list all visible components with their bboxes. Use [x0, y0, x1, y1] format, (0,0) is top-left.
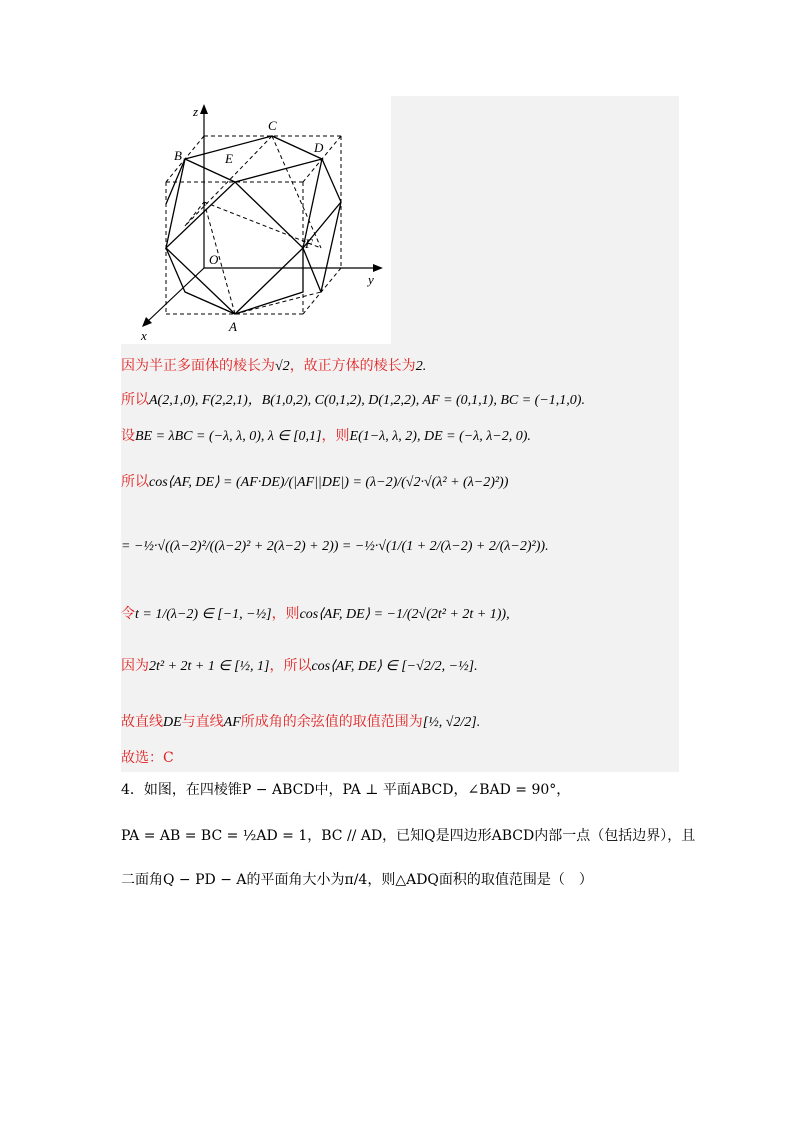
label-c: C	[268, 118, 277, 133]
label-o: O	[209, 252, 219, 267]
label-y: y	[368, 272, 374, 287]
solution-line-4: 所以cos⟨AF, DE⟩ = (AF·DE)/(|AF||DE|) = (λ−2)/(√2·√(λ² + (λ−2)²))	[121, 474, 509, 490]
solution-line-8: 故直线DE与直线AF所成角的余弦值的取值范围为[½, √2/2].	[121, 714, 481, 730]
problem-line-1: 4．如图，在四棱锥P − ABCD中，PA ⊥ 平面ABCD，∠BAD = 90°，	[121, 782, 571, 798]
label-e: E	[225, 151, 233, 166]
label-a: A	[229, 319, 237, 334]
label-b: B	[174, 148, 182, 163]
polyhedron-diagram	[121, 96, 391, 344]
solution-line-7: 因为2t² + 2t + 1 ∈ [½, 1]，所以cos⟨AF, DE⟩ ∈ [−√2/2, −½].	[121, 658, 478, 674]
label-x: x	[141, 328, 147, 343]
problem-line-2: PA = AB = BC = ½AD = 1，BC // AD，已知Q是四边形ABCD内部一点（包括边界），且	[121, 828, 696, 844]
solution-line-2: 所以A(2,1,0), F(2,2,1)，B(1,0,2), C(0,1,2), D(1,2,2), AF = (0,1,1), BC = (−1,1,0).	[121, 392, 585, 408]
problem-line-3: 二面角Q − PD − A的平面角大小为π/4，则△ADQ面积的取值范围是（ ）	[121, 872, 593, 888]
label-z: z	[193, 104, 199, 119]
solution-line-3: 设BE = λBC = (−λ, λ, 0), λ ∈ [0,1]，则E(1−λ, λ, 2), DE = (−λ, λ−2, 0).	[121, 428, 531, 444]
polyhedron-figure	[121, 96, 391, 344]
polyhedron-edges	[166, 136, 341, 314]
solution-line-1: 因为半正多面体的棱长为√2，故正方体的棱长为2.	[121, 358, 427, 374]
z-axis-arrow	[200, 104, 208, 114]
solution-line-5: = −½·√((λ−2)²/((λ−2)² + 2(λ−2) + 2)) = −½·√(1/(1 + 2/(λ−2) + 2/(λ−2)²)).	[121, 539, 549, 554]
label-d: D	[314, 140, 324, 155]
label-f: F	[305, 236, 313, 251]
solution-answer: 故选：C	[121, 750, 174, 766]
solution-line-6: 令t = 1/(λ−2) ∈ [−1, −½]，则cos⟨AF, DE⟩ = −1/(2√(2t² + 2t + 1)),	[121, 606, 510, 622]
y-axis-arrow	[373, 264, 383, 272]
